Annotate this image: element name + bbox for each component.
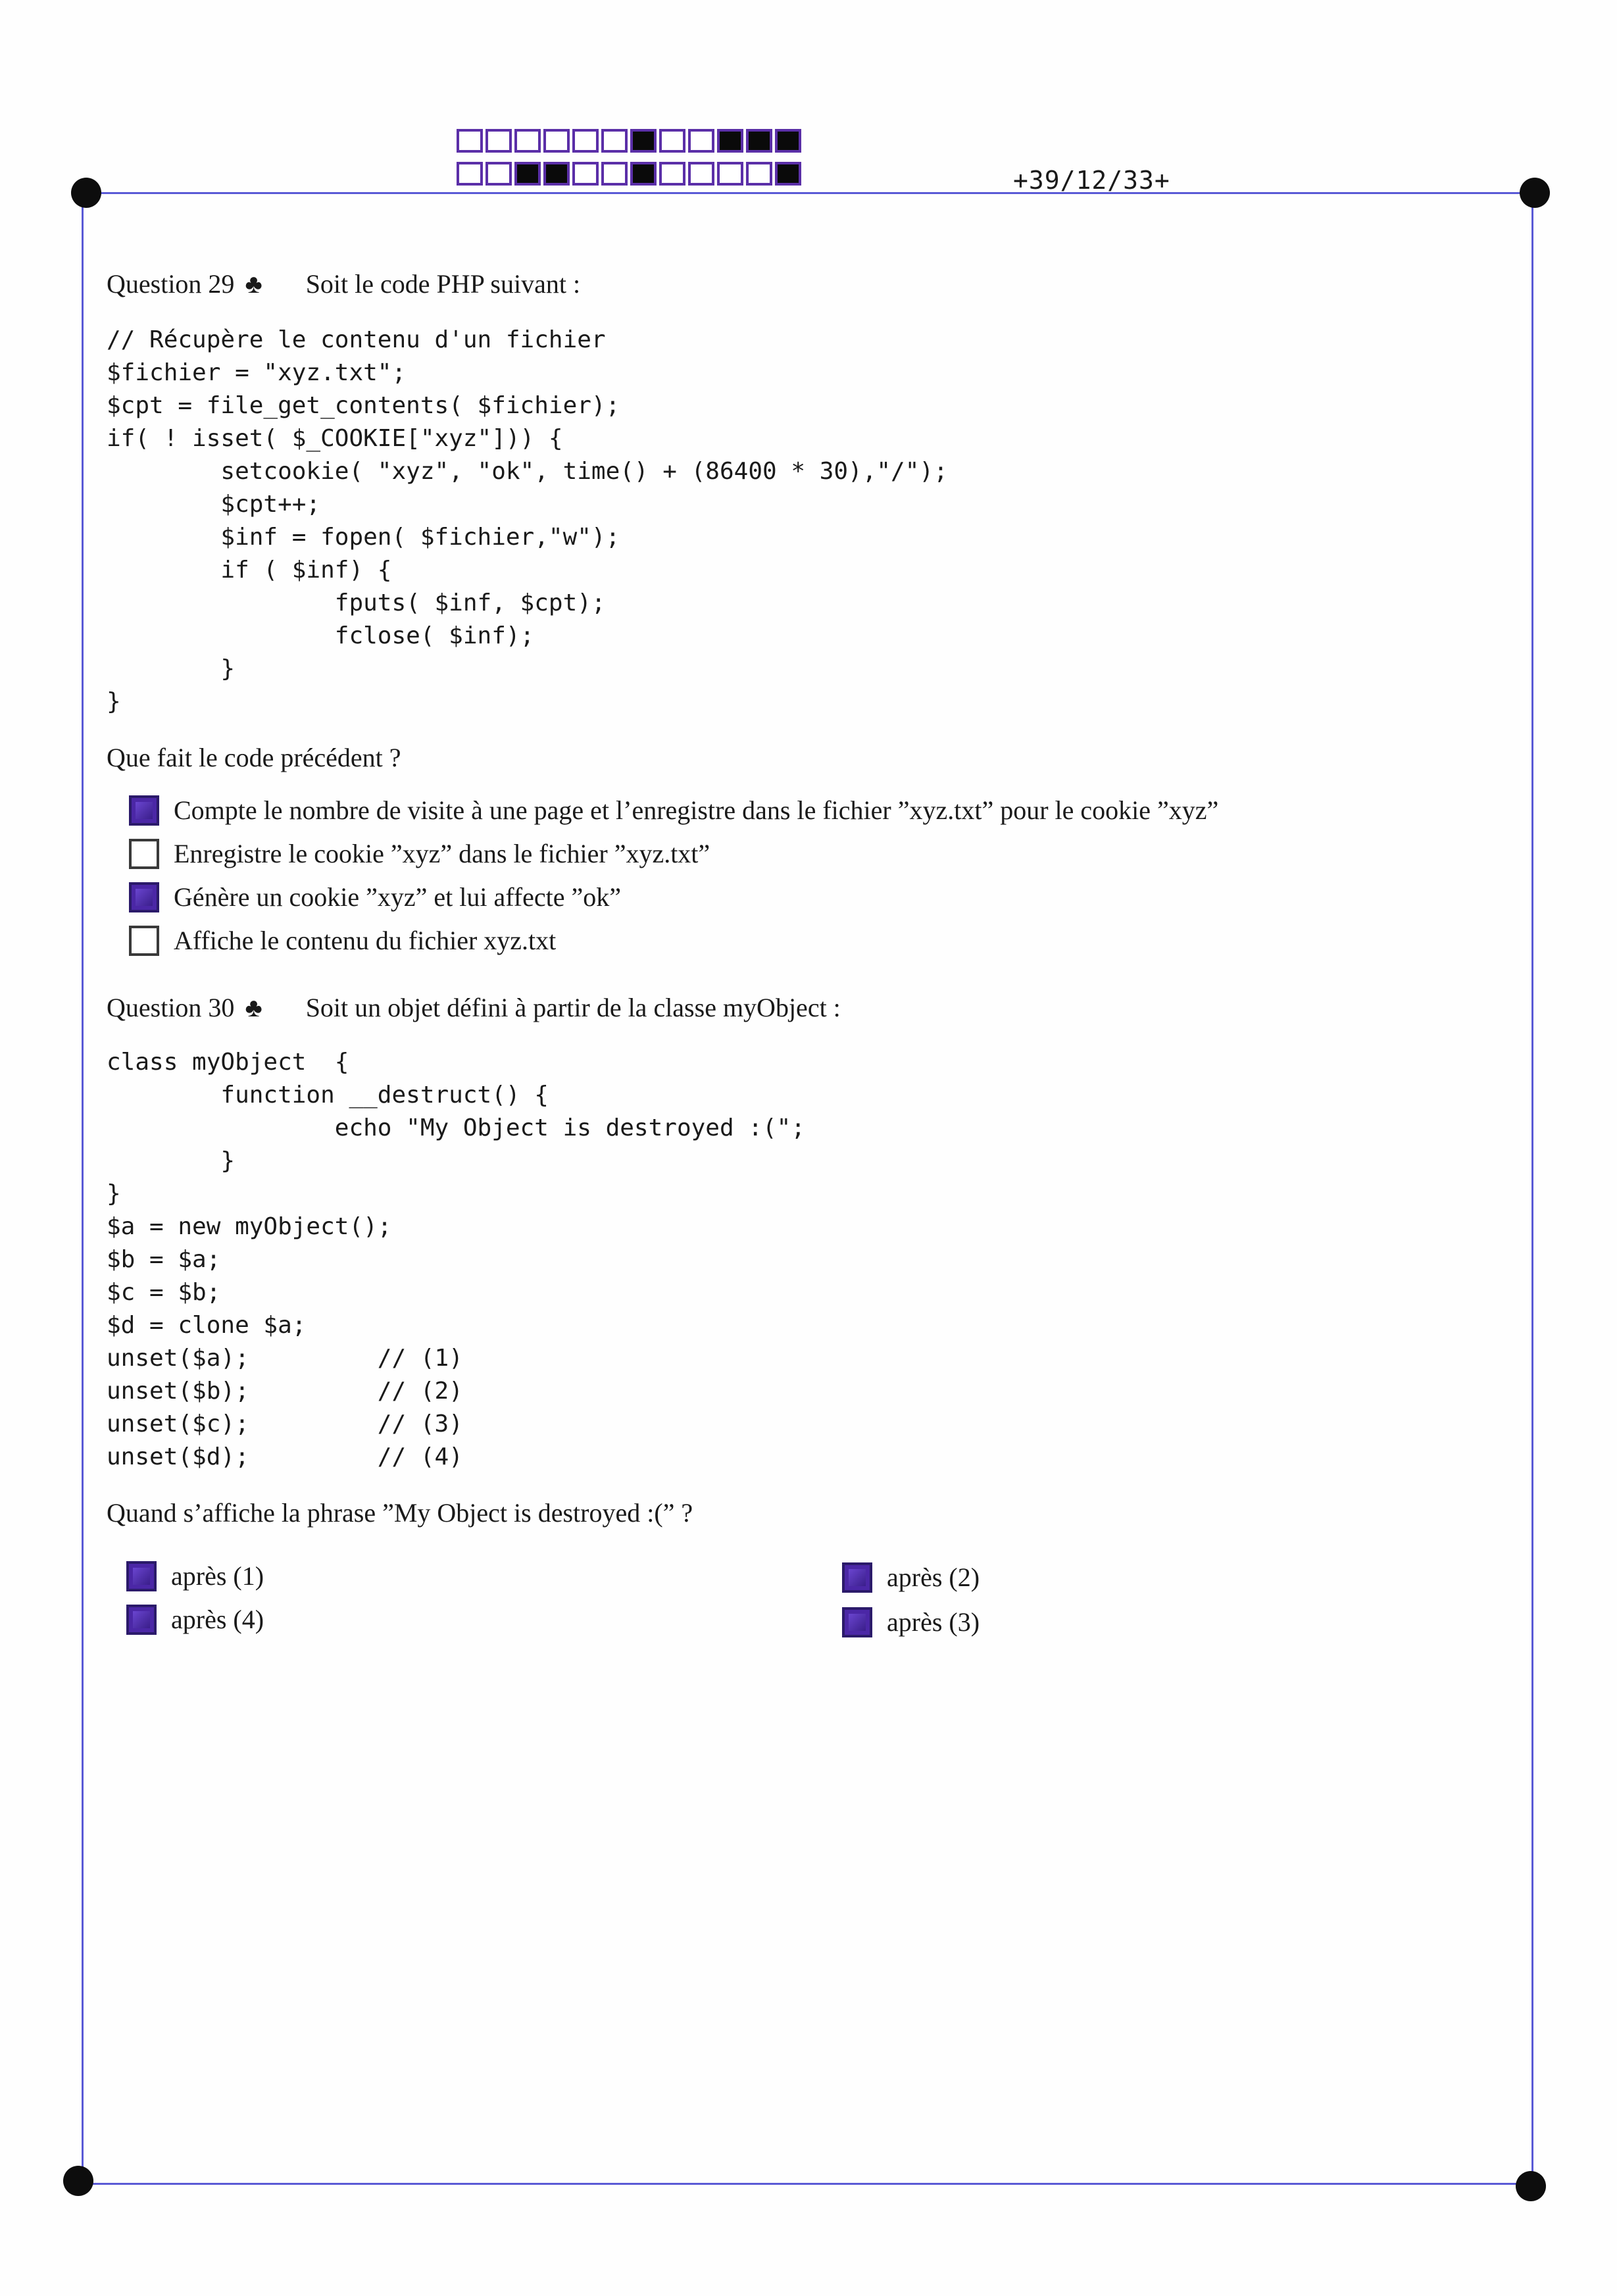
q30-answer-4-checkbox[interactable] [842,1607,872,1637]
barcode-cell [572,129,599,153]
barcode-cell [601,162,628,186]
q29-answer-1-checkbox[interactable] [129,795,159,826]
q30-answer-4-label: après (3) [887,1607,980,1637]
q30-answer-3[interactable] [126,1604,264,1635]
q29-answer-4-label: Affiche le contenu du fichier xyz.txt [174,926,557,955]
question-30-heading [107,992,841,1023]
q30-answer-1[interactable] [126,1560,264,1591]
question-29-prompt: Que fait le code précédent ? [107,743,401,772]
barcode-cell [543,129,570,153]
barcode-cell [746,162,772,186]
q29-answer-3[interactable] [129,882,621,912]
q29-answer-2-checkbox[interactable] [129,839,159,869]
question-30-label: Question 30 [107,993,235,1022]
q30-answer-2-label: après (2) [887,1562,980,1592]
barcode-row-2 [457,162,801,186]
frame-bottom-line [78,2183,1531,2185]
q29-answer-3-checkbox[interactable] [129,882,159,912]
barcode-cell [630,129,657,153]
barcode-cell [717,162,743,186]
barcode-cell [485,129,512,153]
question-30-code: class myObject { function __destruct() { echo "My Object is destroyed :("; } } $a = new myObject(); $b = $a; $c = $b; $d = clone $a; unset($a); // (1) unset($b); // (2) unset($c); // (3) unset($d); // (4) [107,1049,806,1470]
question-29-label: Question 29 [107,269,235,299]
q30-answer-4[interactable] [842,1607,980,1637]
corner-mark-bottom-left [63,2166,93,2196]
barcode-cell [630,162,657,186]
corner-mark-top-left [71,178,101,208]
q29-answer-1[interactable] [129,795,1218,826]
q29-answer-2[interactable] [129,838,710,869]
barcode-cell [543,162,570,186]
club-icon: ♣ [245,269,262,299]
club-icon: ♣ [245,993,262,1022]
q29-answer-3-label: Génère un cookie ”xyz” et lui affecte ”ok” [174,882,621,912]
q30-answer-1-label: après (1) [171,1561,264,1591]
barcode-cell [457,129,483,153]
corner-mark-bottom-right [1516,2171,1546,2201]
q30-answer-3-checkbox[interactable] [126,1605,157,1635]
barcode-cell [688,129,714,153]
barcode-cell [601,129,628,153]
q30-answer-1-checkbox[interactable] [126,1561,157,1591]
barcode-cell [659,129,685,153]
barcode-cell [746,129,772,153]
q29-answer-1-label: Compte le nombre de visite à une page et l’enregistre dans le fichier ”xyz.txt” pour le cookie ”xyz” [174,795,1219,825]
question-29-code: // Récupère le contenu d'un fichier $fichier = "xyz.txt"; $cpt = file_get_contents( $fichier); if( ! isset( $_COOKIE["xyz"])) { setcookie( "xyz", "ok", time() + (86400 * 30),"/"); $cpt++; $inf = fopen( $fichier,"w"); if ( $inf) { fputs( $inf, $cpt); fclose( $inf); } } [107,326,948,715]
q29-answer-4-checkbox[interactable] [129,926,159,956]
question-29-intro: Soit le code PHP suivant : [305,269,581,299]
barcode-row-1 [457,129,801,153]
barcode-cell [775,162,801,186]
frame-right-line [1531,192,1533,2185]
barcode-cell [514,162,541,186]
question-30-prompt: Quand s’affiche la phrase ”My Object is destroyed :(” ? [107,1498,693,1528]
barcode-cell [775,129,801,153]
q30-answer-2[interactable] [842,1562,980,1593]
frame-left-line [82,192,84,2185]
corner-mark-top-right [1520,178,1550,208]
barcode-cell [485,162,512,186]
q30-answer-2-checkbox[interactable] [842,1562,872,1593]
q30-answer-3-label: après (4) [171,1605,264,1634]
q29-answer-2-label: Enregistre le cookie ”xyz” dans le fichier ”xyz.txt” [174,839,710,868]
barcode-cell [457,162,483,186]
barcode-cell [717,129,743,153]
barcode-cell [688,162,714,186]
frame-top-line [87,192,1537,194]
question-30-intro: Soit un objet défini à partir de la classe myObject : [305,993,841,1022]
barcode-cell [572,162,599,186]
page-id: +39/12/33+ [1013,166,1170,195]
q29-answer-4[interactable] [129,925,556,956]
barcode-cell [659,162,685,186]
barcode-cell [514,129,541,153]
question-29-heading [107,268,580,299]
